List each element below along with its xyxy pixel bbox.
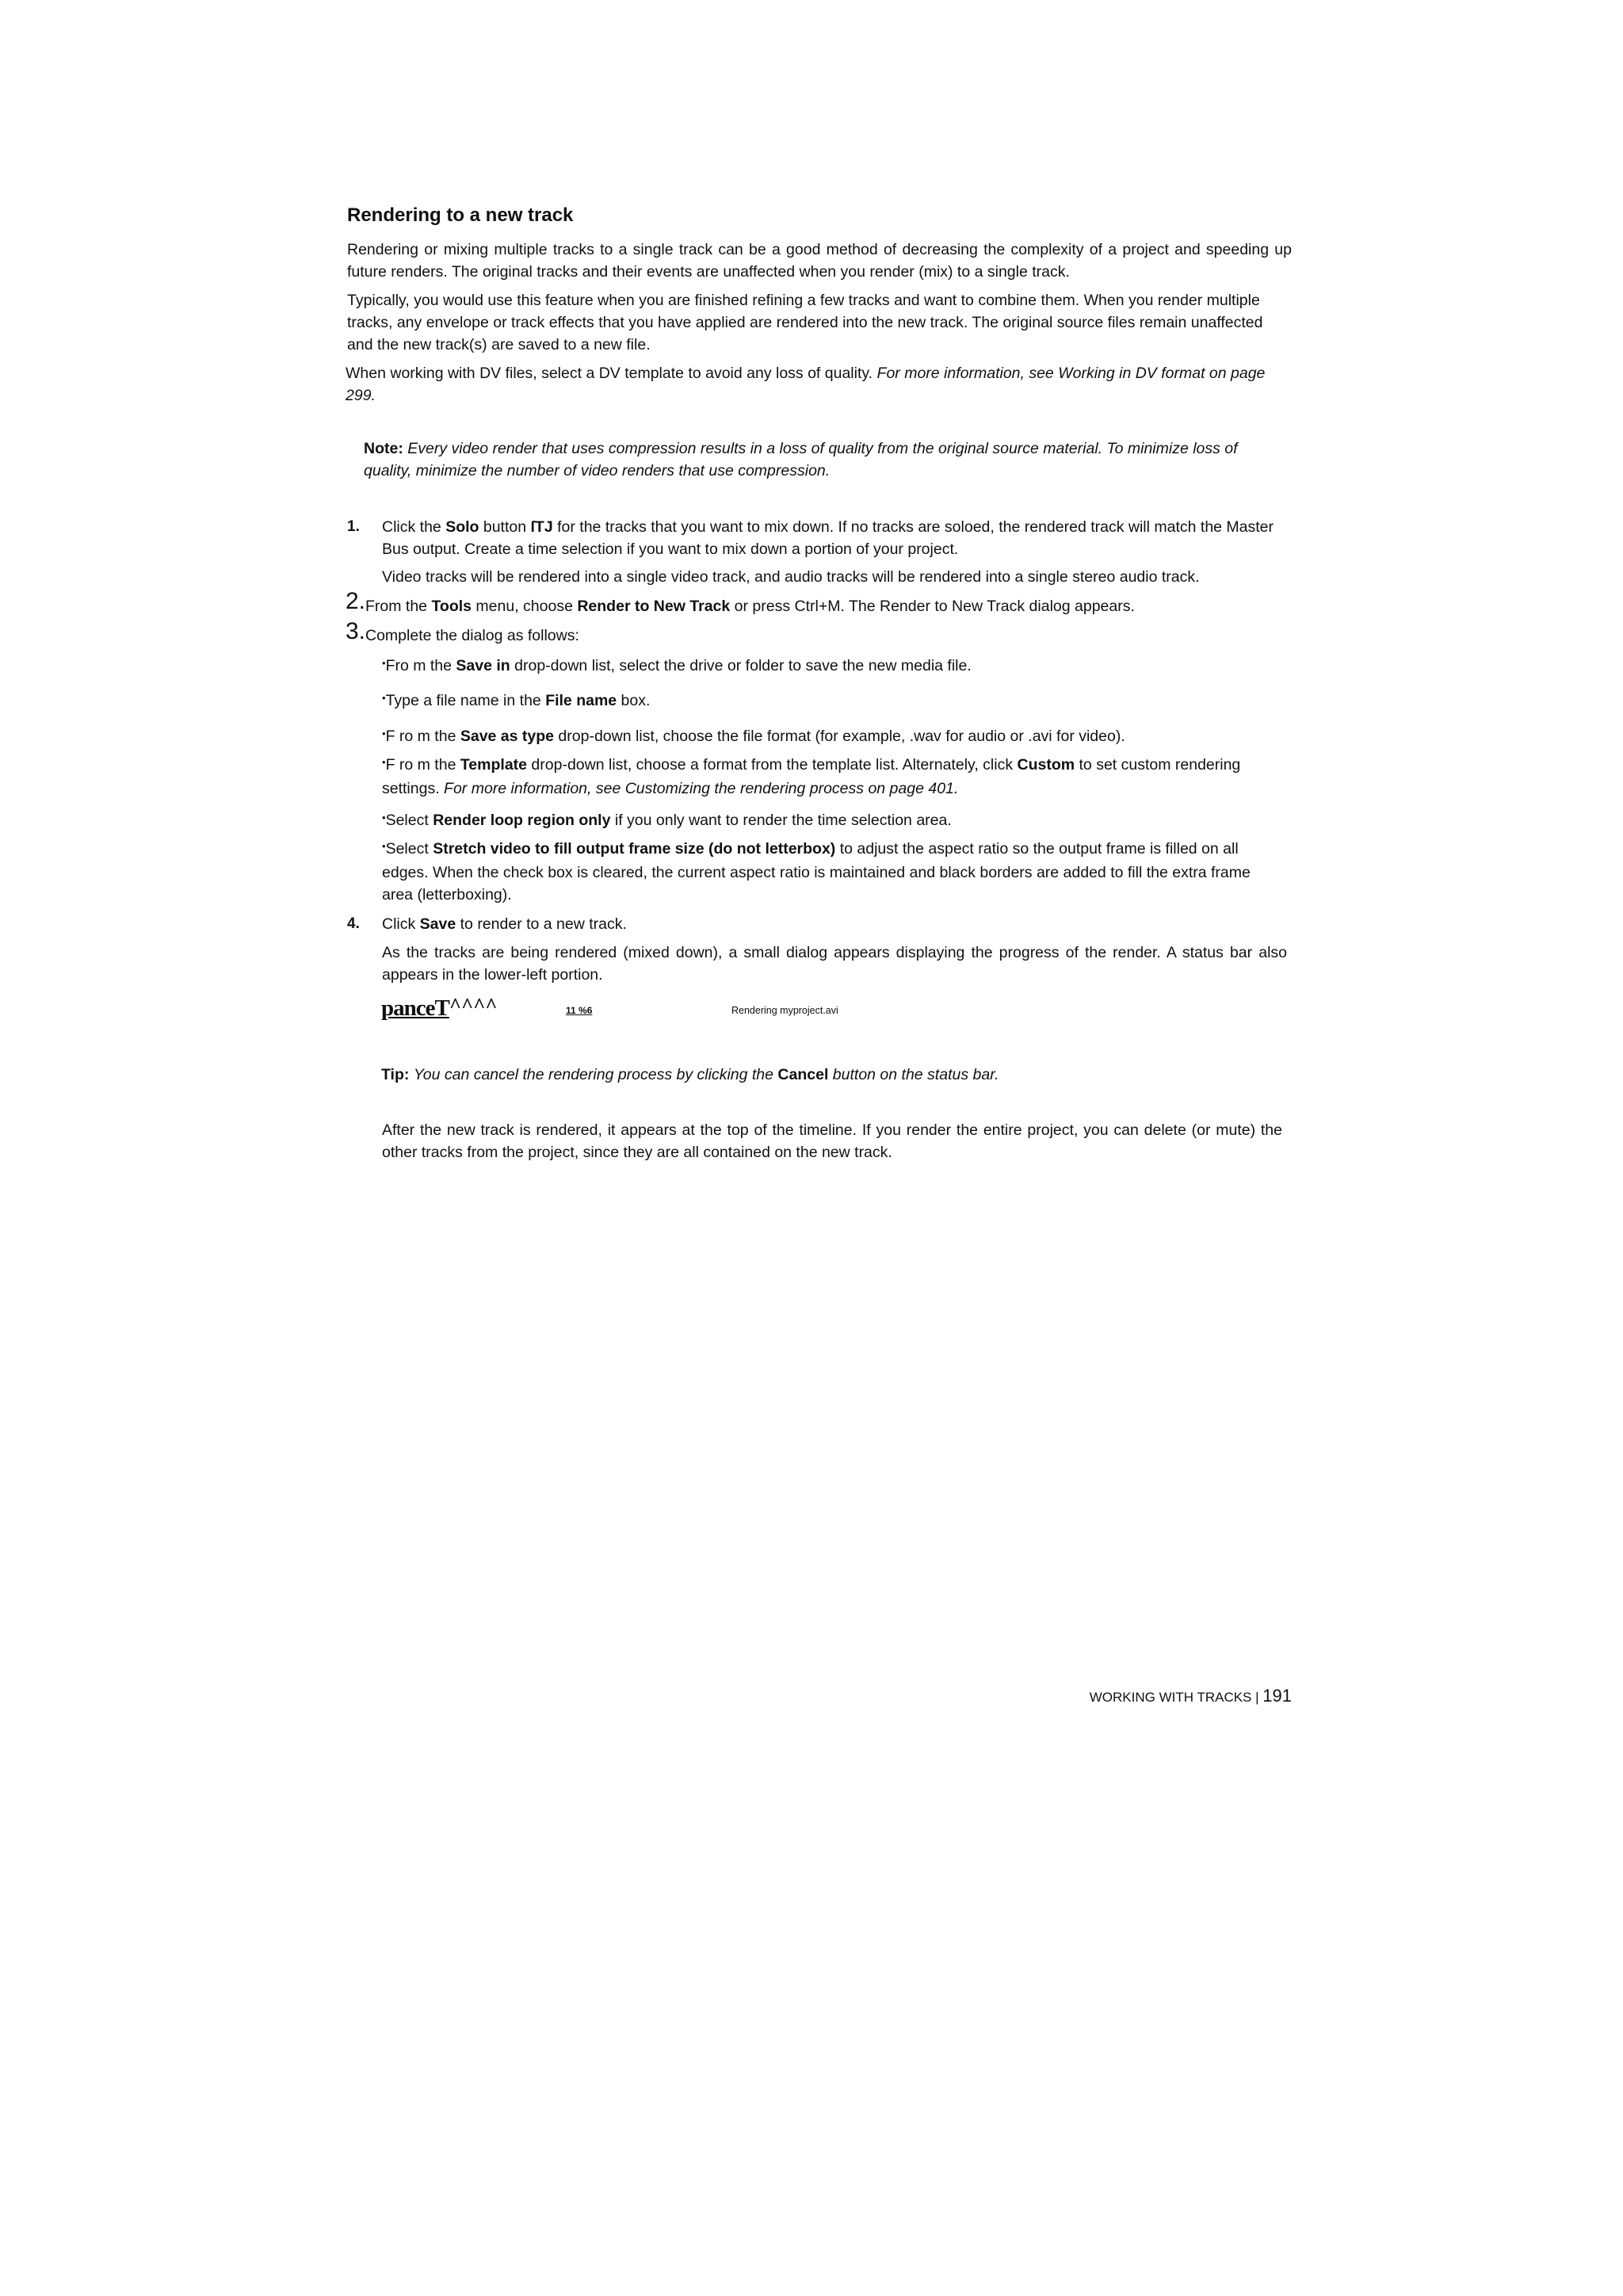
bullet-template [382,754,1285,800]
bullet-4-t3: to set custom rendering settings. [382,756,1241,797]
step-2-t3: or press Ctrl+M. The Render to New Track dialog appears. [730,598,1135,615]
bullet-3-t2: drop-down list, choose the file format (for example, .wav for audio or .avi for video). [554,728,1125,745]
bullet-render-loop [382,809,1285,833]
progress-indicator: ^^^^ [449,994,498,1017]
bullet-6-t1: Select [385,840,433,858]
bullet-4-t2: drop-down list, choose a format from the template list. Alternately, click [527,756,1018,774]
tip-t1: You can cancel the rendering process by clicking the [413,1066,778,1083]
cancel-button[interactable]: panceT [381,995,449,1021]
step-1-text [382,516,1285,560]
bullet-5-t1: Select [385,812,433,829]
bullet-3-bold: Save as type [460,728,555,745]
bullet-dot-icon: • [382,812,386,823]
section-heading: Rendering to a new track [347,204,574,226]
step-1-t1: Click the [382,518,446,536]
step-1-subtext: Video tracks will be rendered into a single video track, and audio tracks will be rendered into a single stereo audio track. [382,568,1200,586]
bullet-dot-icon: • [382,692,386,704]
step-2-text [365,595,1277,617]
tip-block [381,1064,1285,1086]
bullet-5-bold: Render loop region only [433,812,611,829]
bullet-1-t2: drop-down list, select the drive or folder to save the new media file. [510,657,972,674]
step-4-t2: to render to a new track. [456,915,627,933]
step-4-subtext: As the tracks are being rendered (mixed down), a small dialog appears displaying the progress of the render. A status bar also appears in the lower-left portion. [382,944,1287,984]
progress-percent: 11 %6 [566,1005,593,1016]
step-2-t2: menu, choose [472,598,578,615]
dv-paragraph [346,362,1289,407]
bullet-file-name [382,690,1285,713]
bullet-4-custom: Custom [1017,756,1075,774]
step-1-number: 1. [347,518,360,535]
bullet-2-t2: box. [617,692,651,709]
step-3-text: Complete the dialog as follows: [365,627,579,644]
render-status-bar [381,995,936,1024]
tip-t2: button on the status bar. [828,1066,999,1083]
bullet-dot-icon: • [382,657,386,669]
footer-section: WORKING WITH TRACKS [1089,1690,1252,1705]
bullet-6-bold: Stretch video to fill output frame size (do not letterbox) [433,840,836,858]
bullet-dot-icon: • [382,756,386,768]
note-text: Every video render that uses compression results in a loss of quality from the original source material. To minimize loss of quality, minimize the number of video renders that use compression. [364,440,1238,479]
step-1-t2: button [479,518,531,536]
bullet-4-reference: For more information, see Customizing the rendering process on page 401. [444,780,959,797]
bullet-2-t1: Type a file name in the [385,692,546,709]
after-paragraph: After the new track is rendered, it appears at the top of the timeline. If you render the entire project, you can delete (or mute) the other tracks from the project, since they are all contained on the new track. [382,1121,1282,1161]
bullet-4-t1: F ro m the [385,756,460,774]
step-1-solo: Solo [445,518,479,536]
bullet-dot-icon: • [382,728,386,739]
bullet-1-t1: Fro m the [385,657,456,674]
tip-cancel: Cancel [777,1066,829,1083]
bullet-5-t2: if you only want to render the time selection area. [610,812,952,829]
footer-separator: | [1251,1690,1263,1705]
bullet-save-as-type [382,725,1285,749]
bullet-dot-icon: • [382,840,386,852]
step-4-save: Save [419,915,456,933]
note-block [364,437,1267,482]
intro-paragraph: Rendering or mixing multiple tracks to a single track can be a good method of decreasing the complexity of a project and speeding up future renders. The original tracks and their events are unaffected when you render (mix) to a single track. [347,241,1292,281]
bullet-6-t2: to adjust the aspect ratio so the output frame is filled on all edges. When the check box is cleared, the current aspect ratio is maintained and black borders are added to fill the extra frame area (letterboxing). [382,840,1251,904]
page-number: 191 [1262,1686,1292,1706]
step-1-t3: for the tracks that you want to mix down. If no tracks are soloed, the rendered track will match the Master Bus output. Create a time selection if you want to mix down a portion of your project. [382,518,1274,558]
rendering-status-text: Rendering myproject.avi [731,1005,838,1016]
step-2-t1: From the [365,598,432,615]
page-footer [1090,1687,1292,1707]
bullet-save-in [382,655,1285,678]
step-2-number: 2. [346,588,366,614]
solo-icon: ſTJ [530,518,553,536]
step-4-number: 4. [347,915,360,932]
step-4-t1: Click [382,915,420,933]
bullet-stretch-video [382,838,1262,906]
bullet-4-bold: Template [460,756,528,774]
step-3-number: 3. [346,618,366,644]
step-2-render: Render to New Track [577,598,731,615]
step-4-text [382,913,1285,935]
bullet-3-t1: F ro m the [385,728,460,745]
bullet-2-bold: File name [545,692,617,709]
dv-text: When working with DV files, select a DV template to avoid any loss of quality. [346,365,877,382]
tip-label: Tip: [381,1066,410,1083]
dv-reference: For more information, see Working in DV format on page 299. [346,365,1266,404]
step-2-tools: Tools [431,598,472,615]
note-label: Note: [364,440,403,457]
bullet-1-bold: Save in [456,657,510,674]
usage-paragraph: Typically, you would use this feature when you are finished refining a few tracks and want to combine them. When you render multiple tracks, any envelope or track effects that you have applied are rendered into the new track. The original source files remain unaffected and the new track(s) are saved to a new file. [347,292,1263,353]
